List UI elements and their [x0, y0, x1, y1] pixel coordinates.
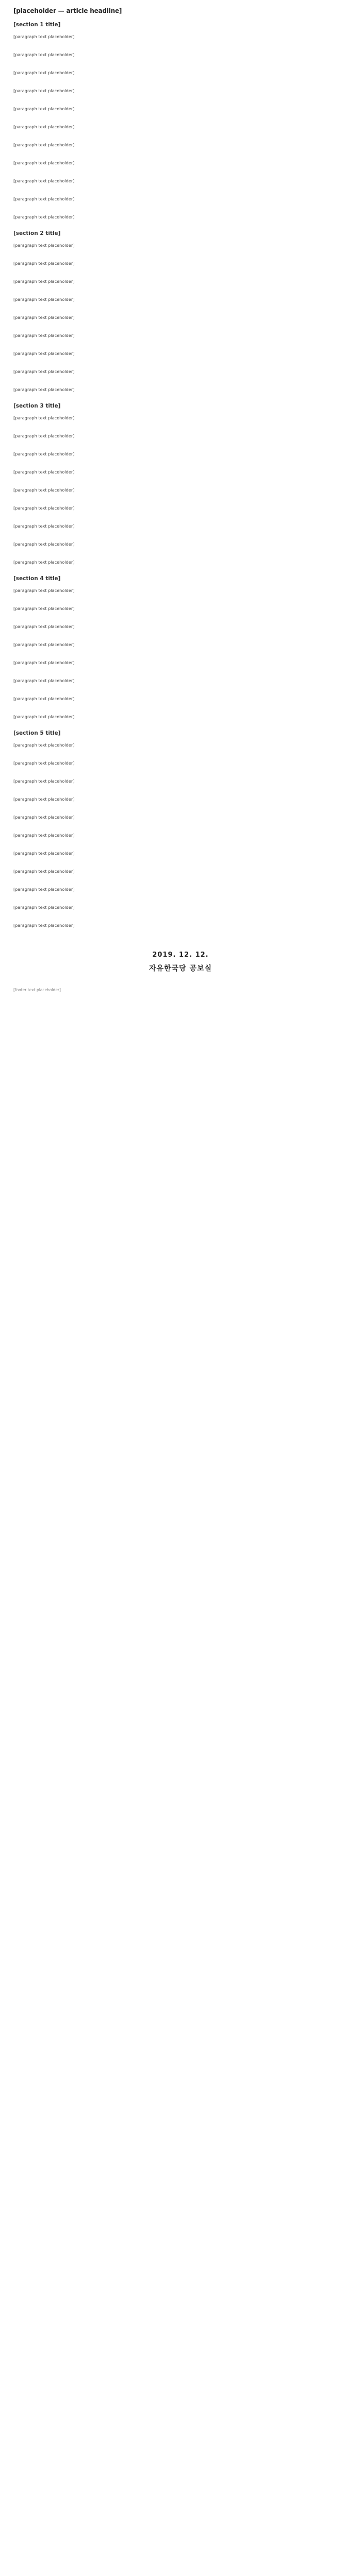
document-headline: [placeholder — article headline]: [13, 7, 122, 14]
body-paragraph: [paragraph text placeholder]: [13, 351, 75, 356]
body-paragraph: [paragraph text placeholder]: [13, 297, 75, 302]
body-paragraph: [paragraph text placeholder]: [13, 34, 75, 39]
section-title: [section 1 title]: [13, 22, 61, 28]
body-paragraph: [paragraph text placeholder]: [13, 243, 75, 248]
document-body: [13, 22, 348, 930]
body-paragraph: [paragraph text placeholder]: [13, 505, 75, 511]
body-paragraph: [paragraph text placeholder]: [13, 696, 75, 701]
section-title: [section 4 title]: [13, 575, 61, 582]
body-paragraph: [paragraph text placeholder]: [13, 851, 75, 856]
body-paragraph: [paragraph text placeholder]: [13, 678, 75, 683]
body-paragraph: [paragraph text placeholder]: [13, 142, 75, 147]
section-title: [section 2 title]: [13, 230, 61, 236]
body-paragraph: [paragraph text placeholder]: [13, 560, 75, 565]
section-title: [section 5 title]: [13, 730, 61, 736]
body-paragraph: [paragraph text placeholder]: [13, 778, 75, 784]
body-paragraph: [paragraph text placeholder]: [13, 660, 75, 665]
body-paragraph: [paragraph text placeholder]: [13, 160, 75, 165]
body-paragraph: [paragraph text placeholder]: [13, 469, 75, 474]
body-paragraph: [paragraph text placeholder]: [13, 815, 75, 820]
body-paragraph: [paragraph text placeholder]: [13, 487, 75, 493]
article-section: [13, 403, 348, 567]
body-paragraph: [paragraph text placeholder]: [13, 333, 75, 338]
body-paragraph: [paragraph text placeholder]: [13, 196, 75, 201]
body-paragraph: [paragraph text placeholder]: [13, 88, 75, 93]
body-paragraph: [paragraph text placeholder]: [13, 869, 75, 874]
article-section: [13, 730, 348, 930]
body-paragraph: [paragraph text placeholder]: [13, 415, 75, 420]
body-paragraph: [paragraph text placeholder]: [13, 369, 75, 374]
article-section: [13, 230, 348, 395]
body-paragraph: [paragraph text placeholder]: [13, 742, 75, 748]
body-paragraph: [paragraph text placeholder]: [13, 714, 75, 719]
section-title: [section 3 title]: [13, 403, 61, 409]
document-footer: [footer text placeholder]: [13, 988, 61, 992]
body-paragraph: [paragraph text placeholder]: [13, 261, 75, 266]
body-paragraph: [paragraph text placeholder]: [13, 70, 75, 75]
body-paragraph: [paragraph text placeholder]: [13, 523, 75, 529]
body-paragraph: [paragraph text placeholder]: [13, 905, 75, 910]
article-section: [13, 575, 348, 722]
body-paragraph: [paragraph text placeholder]: [13, 588, 75, 593]
organization-name: 자유한국당 공보실: [149, 964, 212, 973]
document-date: 2019. 12. 12.: [152, 951, 209, 959]
body-paragraph: [paragraph text placeholder]: [13, 178, 75, 183]
closing-block: [13, 951, 348, 973]
body-paragraph: [paragraph text placeholder]: [13, 315, 75, 320]
body-paragraph: [paragraph text placeholder]: [13, 923, 75, 928]
body-paragraph: [paragraph text placeholder]: [13, 796, 75, 802]
article-section: [13, 22, 348, 222]
body-paragraph: [paragraph text placeholder]: [13, 433, 75, 438]
body-paragraph: [paragraph text placeholder]: [13, 760, 75, 766]
body-paragraph: [paragraph text placeholder]: [13, 887, 75, 892]
body-paragraph: [paragraph text placeholder]: [13, 52, 75, 57]
body-paragraph: [paragraph text placeholder]: [13, 106, 75, 111]
body-paragraph: [paragraph text placeholder]: [13, 387, 75, 392]
body-paragraph: [paragraph text placeholder]: [13, 833, 75, 838]
body-paragraph: [paragraph text placeholder]: [13, 642, 75, 647]
body-paragraph: [paragraph text placeholder]: [13, 124, 75, 129]
body-paragraph: [paragraph text placeholder]: [13, 279, 75, 284]
body-paragraph: [paragraph text placeholder]: [13, 214, 75, 219]
body-paragraph: [paragraph text placeholder]: [13, 451, 75, 456]
body-paragraph: [paragraph text placeholder]: [13, 541, 75, 547]
body-paragraph: [paragraph text placeholder]: [13, 606, 75, 611]
body-paragraph: [paragraph text placeholder]: [13, 624, 75, 629]
